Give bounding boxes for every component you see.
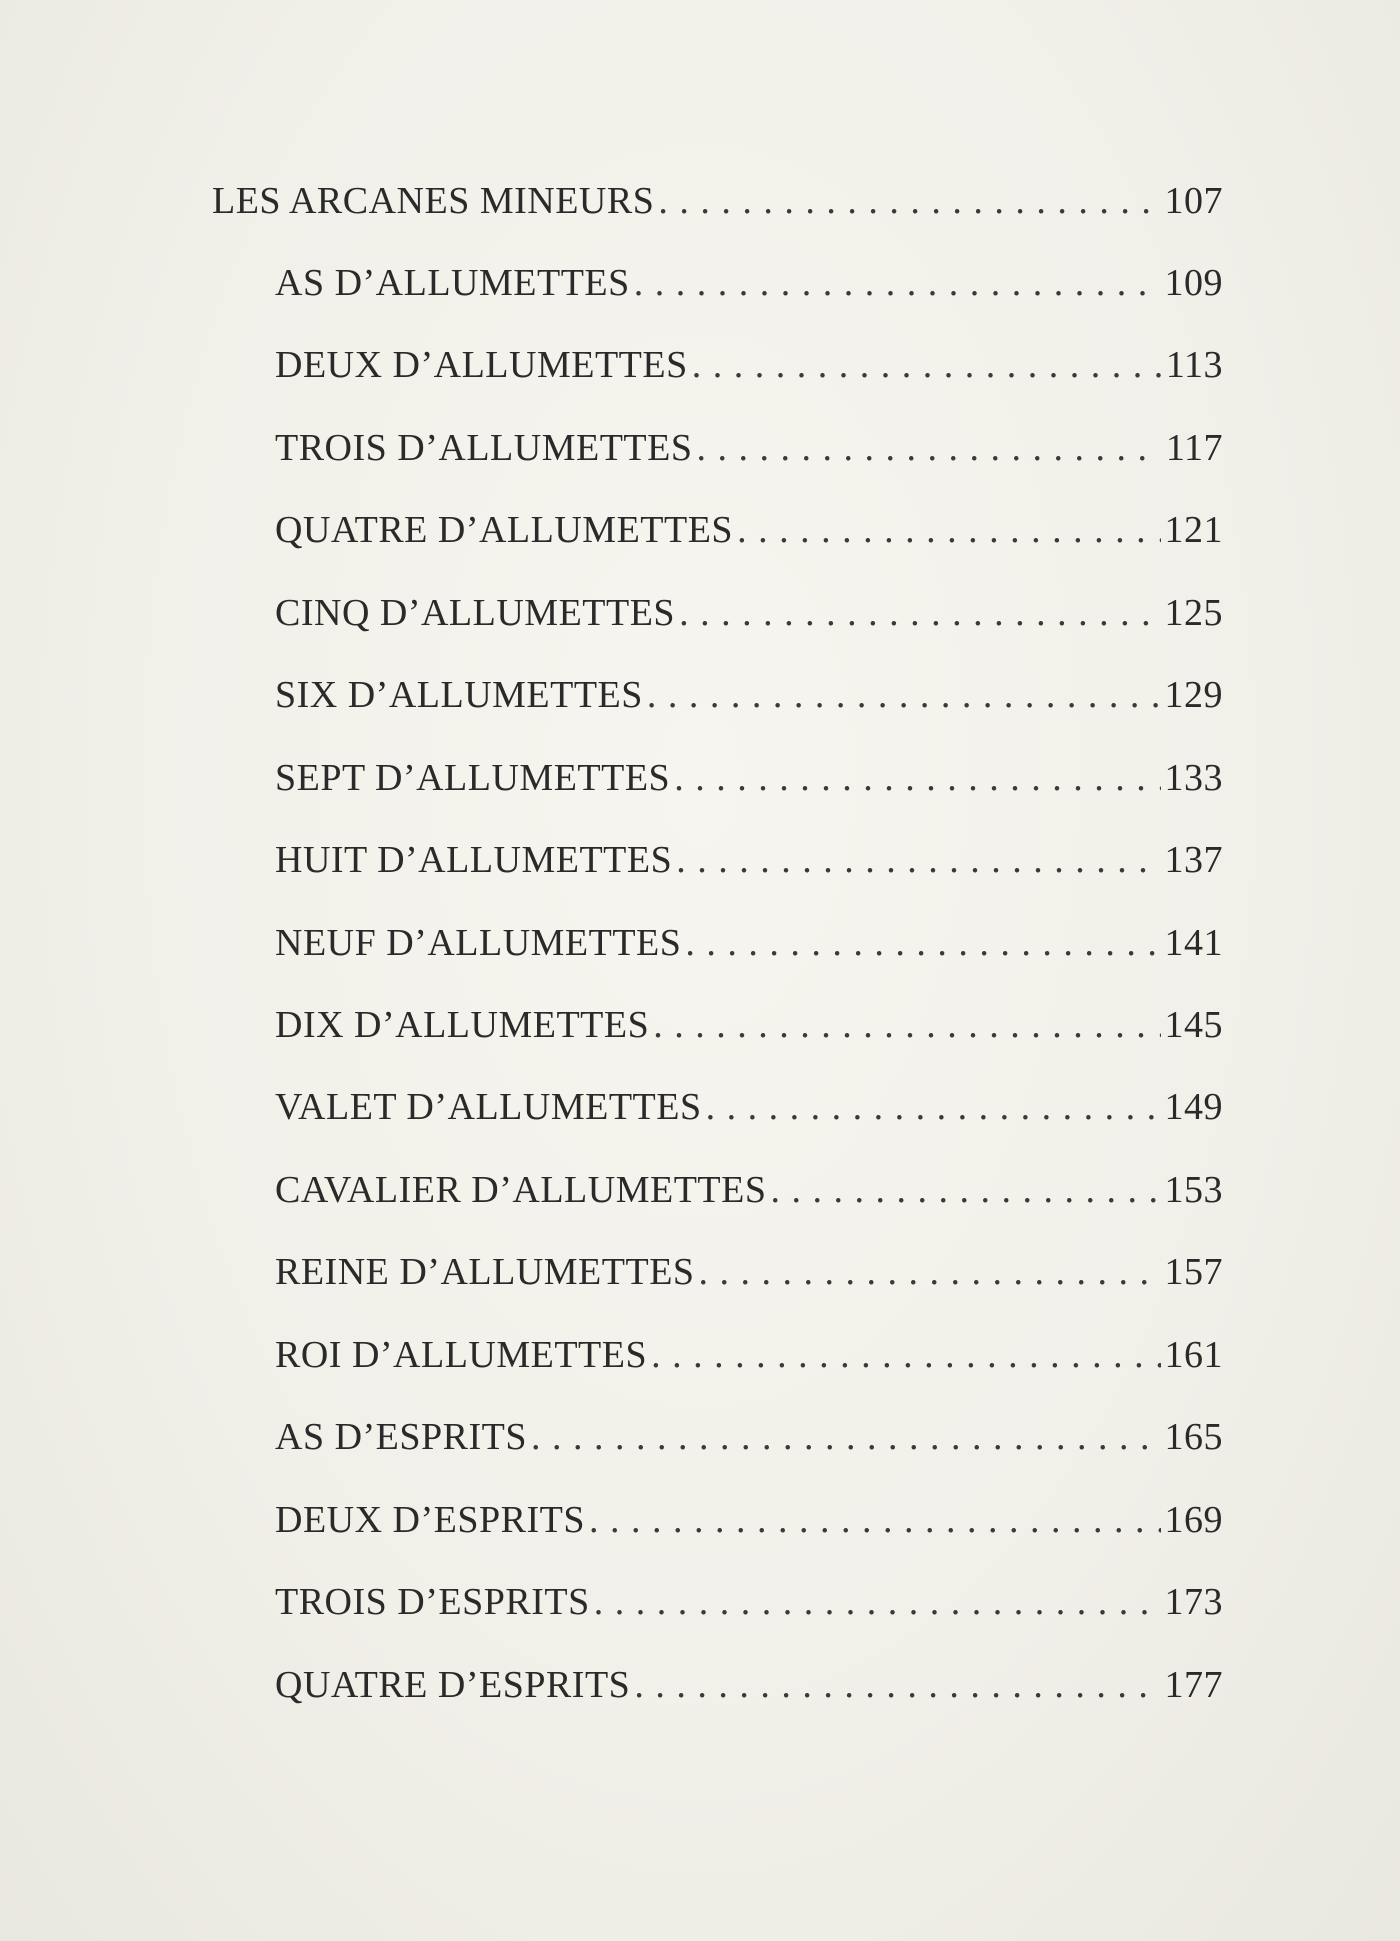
toc-dot-leader (585, 1485, 1161, 1555)
toc-entry[interactable] (275, 1485, 1223, 1555)
toc-entry-page-number: 177 (1164, 1664, 1223, 1706)
toc-dot-leader (688, 330, 1161, 400)
toc-entry[interactable] (275, 413, 1223, 483)
toc-dot-leader (630, 1650, 1161, 1720)
toc-dot-leader (766, 1155, 1161, 1225)
toc-entry-title: QUATRE D’ALLUMETTES (275, 509, 734, 551)
toc-dot-leader (647, 1320, 1161, 1390)
toc-entry-page-number: 153 (1164, 1169, 1223, 1211)
toc-dot-leader (702, 1072, 1161, 1142)
toc-dot-leader (590, 1567, 1161, 1637)
toc-entry-title: DEUX D’ALLUMETTES (275, 344, 688, 386)
toc-dot-leader (692, 413, 1161, 483)
toc-entry-page-number: 121 (1164, 509, 1223, 551)
toc-entry-page-number: 125 (1164, 592, 1223, 634)
toc-entry-page-number: 173 (1164, 1581, 1223, 1623)
toc-entry[interactable] (275, 248, 1223, 318)
toc-entry-title: QUATRE D’ESPRITS (275, 1664, 631, 1706)
toc-entry-title: TROIS D’ESPRITS (275, 1581, 590, 1623)
toc-entry[interactable] (275, 990, 1223, 1060)
toc-entry-title: ROI D’ALLUMETTES (275, 1334, 648, 1376)
toc-entry-page-number: 117 (1165, 427, 1223, 469)
toc-entry-page-number: 141 (1164, 922, 1223, 964)
toc-entry-page-number: 109 (1164, 262, 1223, 304)
toc-dot-leader (675, 578, 1161, 648)
toc-dot-leader (681, 908, 1161, 978)
toc-dot-leader (733, 495, 1161, 565)
toc-entry-title: REINE D’ALLUMETTES (275, 1251, 695, 1293)
toc-entry-title: DEUX D’ESPRITS (275, 1499, 585, 1541)
toc-dot-leader (654, 166, 1161, 236)
toc-section-page-number: 107 (1164, 180, 1223, 222)
toc-section-arcanes-mineurs[interactable] (212, 166, 1223, 236)
toc-entry-title: VALET D’ALLUMETTES (275, 1086, 702, 1128)
toc-entry[interactable] (275, 1072, 1223, 1142)
toc-entry[interactable] (275, 495, 1223, 565)
toc-entry-page-number: 145 (1164, 1004, 1223, 1046)
toc-entry[interactable] (275, 1320, 1223, 1390)
toc-entry-title: CAVALIER D’ALLUMETTES (275, 1169, 767, 1211)
toc-entry[interactable] (275, 908, 1223, 978)
toc-entry-page-number: 149 (1164, 1086, 1223, 1128)
toc-entry-title: NEUF D’ALLUMETTES (275, 922, 682, 964)
toc-section-title: LES ARCANES MINEURS (212, 180, 655, 222)
toc-entry[interactable] (275, 743, 1223, 813)
toc-dot-leader (672, 825, 1161, 895)
toc-entry[interactable] (275, 1237, 1223, 1307)
toc-entry[interactable] (275, 578, 1223, 648)
toc-dot-leader (527, 1402, 1161, 1472)
toc-dot-leader (670, 743, 1161, 813)
toc-entry-title: AS D’ALLUMETTES (275, 262, 630, 304)
toc-entry-page-number: 157 (1164, 1251, 1223, 1293)
toc-entry[interactable] (275, 330, 1223, 400)
toc-entry-page-number: 165 (1164, 1416, 1223, 1458)
toc-entry-title: HUIT D’ALLUMETTES (275, 839, 673, 881)
toc-dot-leader (649, 990, 1161, 1060)
toc-entry[interactable] (275, 660, 1223, 730)
toc-entry-title: DIX D’ALLUMETTES (275, 1004, 650, 1046)
toc-entry-page-number: 133 (1164, 757, 1223, 799)
toc-dot-leader (643, 660, 1161, 730)
toc-dot-leader (630, 248, 1161, 318)
toc-entry-title: AS D’ESPRITS (275, 1416, 527, 1458)
toc-entry-title: TROIS D’ALLUMETTES (275, 427, 693, 469)
toc-entry[interactable] (275, 1155, 1223, 1225)
toc-entry[interactable] (275, 1650, 1223, 1720)
toc-entry-page-number: 113 (1165, 344, 1223, 386)
toc-dot-leader (695, 1237, 1161, 1307)
toc-entry-page-number: 161 (1164, 1334, 1223, 1376)
toc-entry[interactable] (275, 825, 1223, 895)
toc-entry[interactable] (275, 1567, 1223, 1637)
toc-entry[interactable] (275, 1402, 1223, 1472)
toc-entry-page-number: 137 (1164, 839, 1223, 881)
toc-entry-page-number: 169 (1164, 1499, 1223, 1541)
toc-entry-title: CINQ D’ALLUMETTES (275, 592, 676, 634)
toc-entry-title: SEPT D’ALLUMETTES (275, 757, 671, 799)
toc-entry-page-number: 129 (1164, 674, 1223, 716)
toc-entry-title: SIX D’ALLUMETTES (275, 674, 643, 716)
